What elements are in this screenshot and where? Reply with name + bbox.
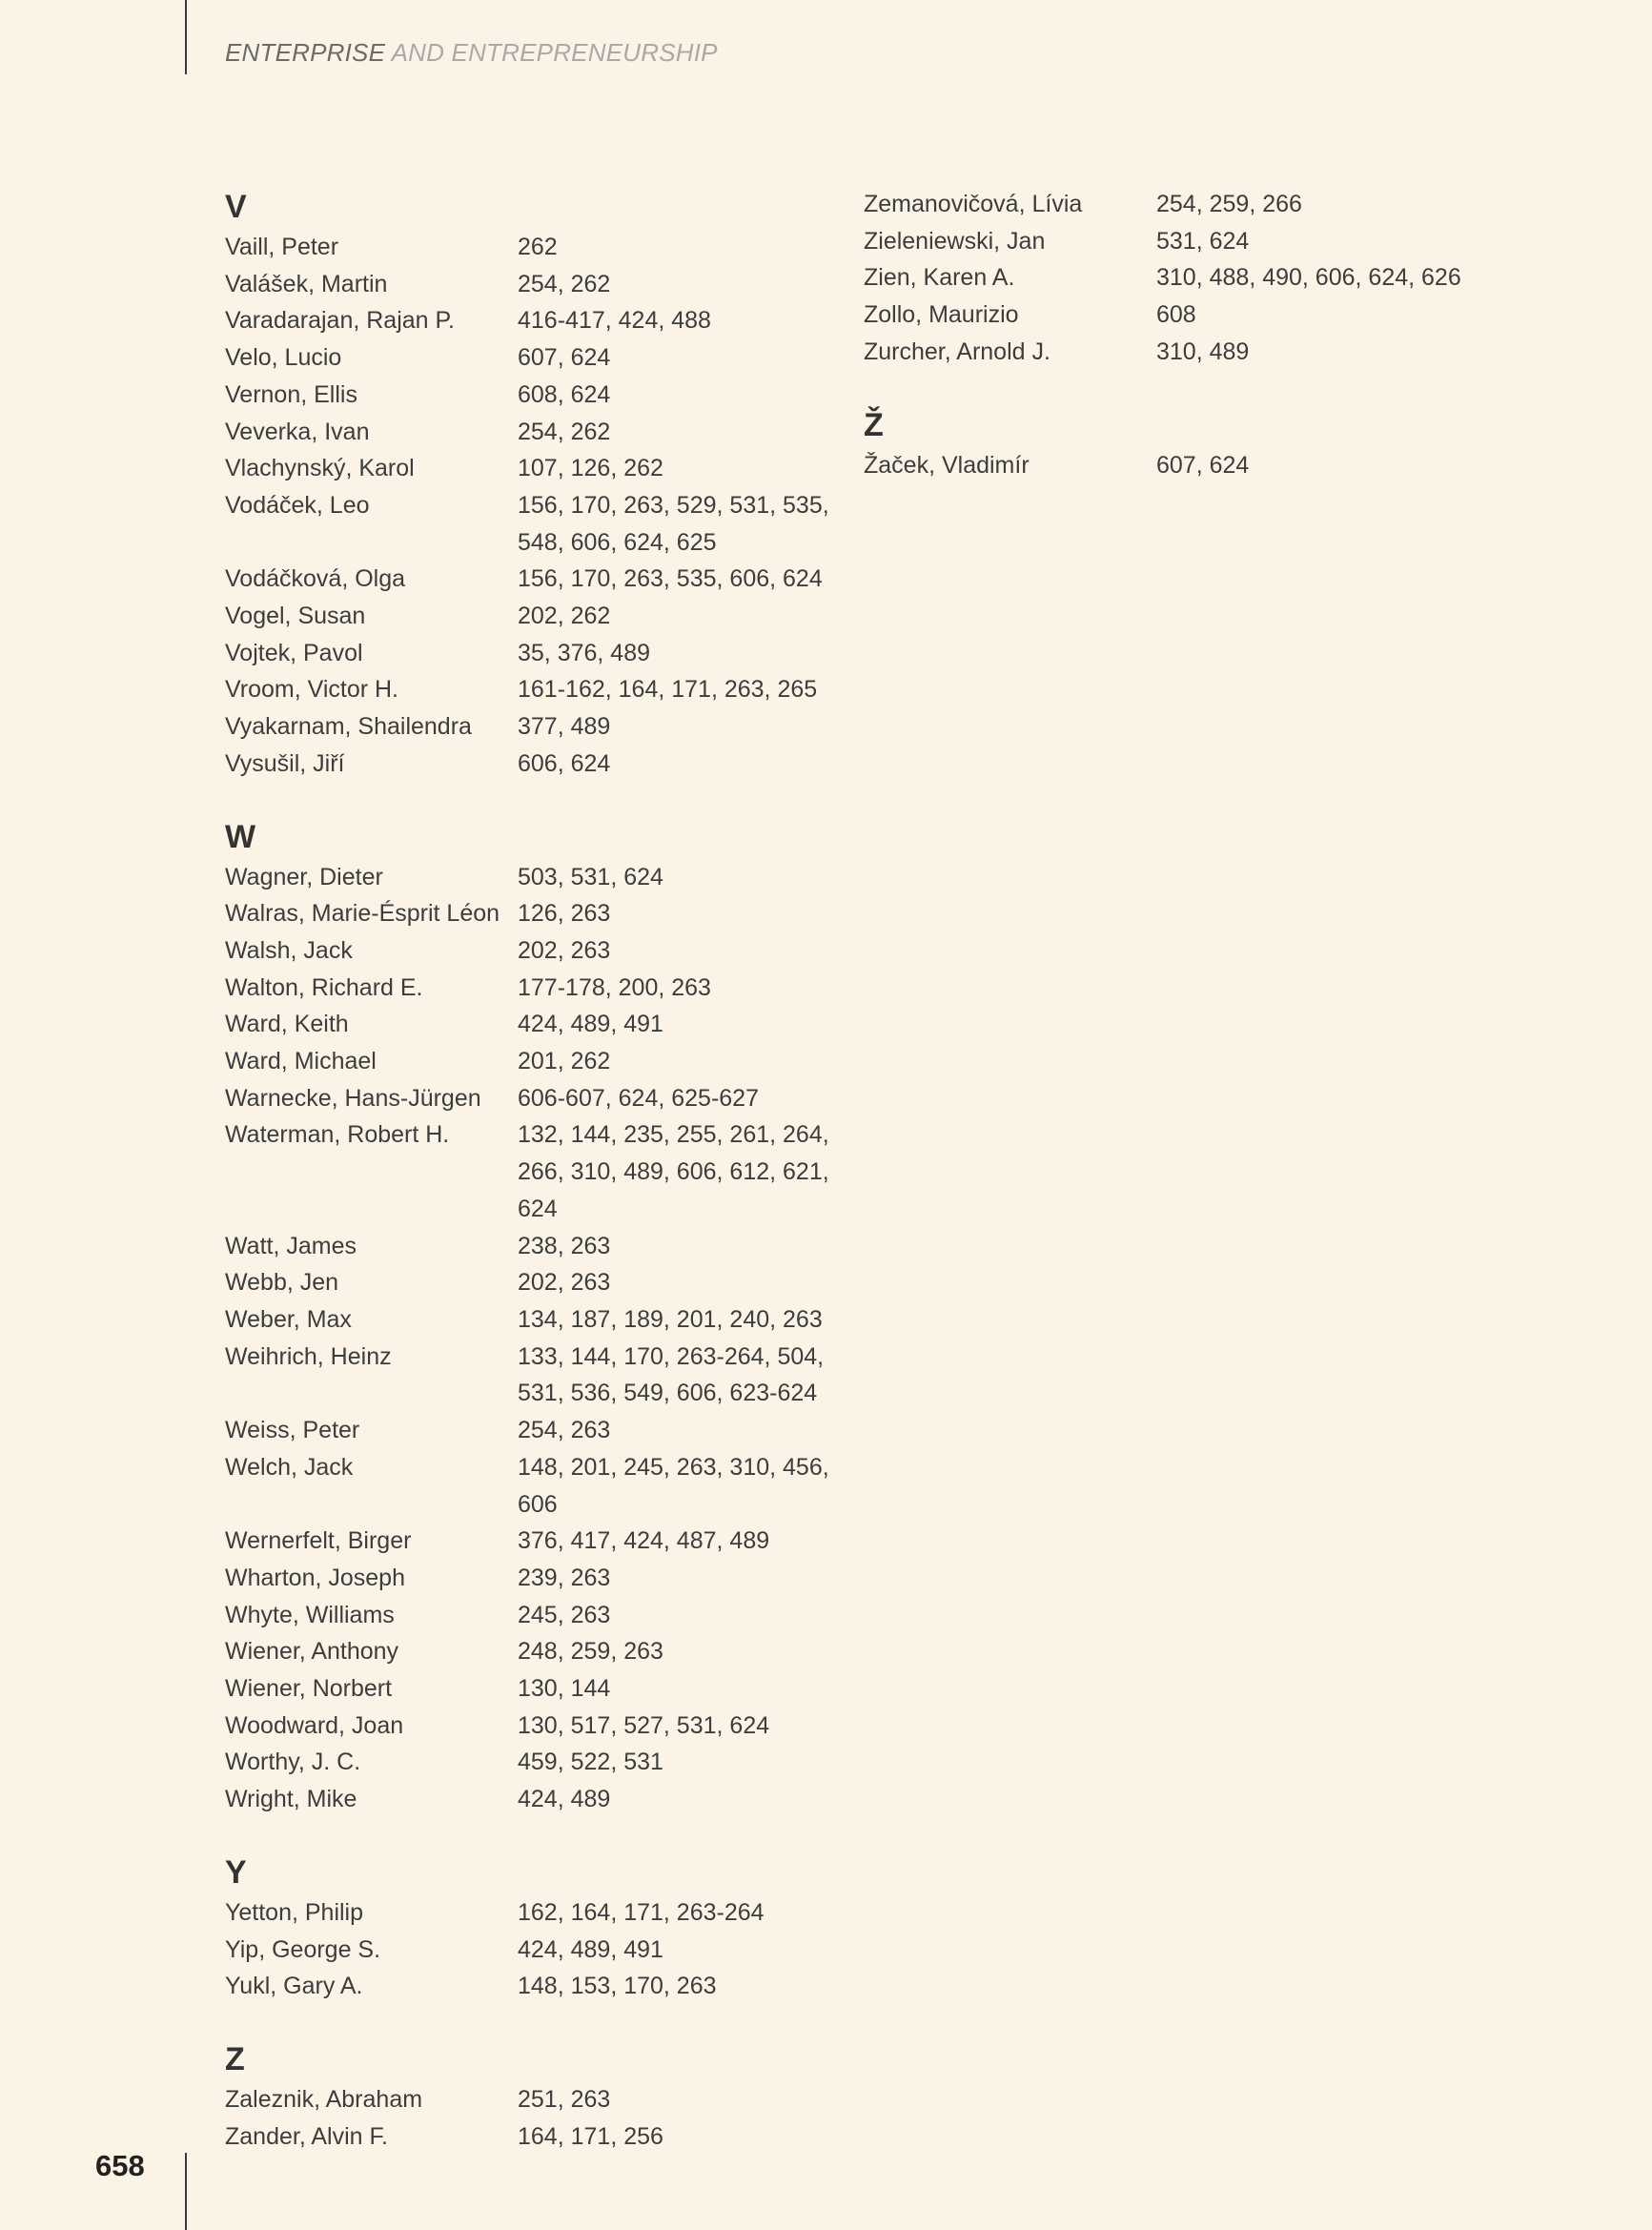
index-column-left	[225, 186, 854, 2188]
running-header	[225, 38, 718, 68]
index-entry	[864, 186, 1493, 223]
index-entry	[225, 2081, 854, 2118]
entry-pages: 459, 522, 531	[518, 1749, 663, 1776]
section-letter: V	[225, 189, 247, 225]
index-entry	[225, 1006, 854, 1043]
index-entry	[225, 1449, 854, 1523]
entry-name: Ward, Michael	[225, 1048, 377, 1075]
entry-pages: 531, 624	[1156, 227, 1250, 255]
entry-name: Veverka, Ivan	[225, 418, 370, 445]
entry-name: Vroom, Victor H.	[225, 676, 398, 704]
index-entry	[225, 302, 854, 339]
index-entry	[225, 1894, 854, 1932]
entry-name: Weihrich, Heinz	[225, 1342, 392, 1370]
entry-pages: 148, 201, 245, 263, 310, 456, 606	[518, 1453, 829, 1518]
entry-pages: 608	[1156, 301, 1196, 329]
index-entry	[225, 377, 854, 414]
entry-name: Webb, Jen	[225, 1269, 339, 1297]
entry-name: Zander, Alvin F.	[225, 2122, 388, 2150]
index-section	[864, 186, 1493, 371]
entry-name: Walras, Marie-Ésprit Léon	[225, 900, 500, 928]
index-entry	[225, 1116, 854, 1227]
entry-name: Wiener, Anthony	[225, 1638, 399, 1666]
index-entry	[225, 414, 854, 451]
index-entry	[225, 1228, 854, 1265]
entry-pages: 608, 624	[518, 380, 611, 408]
index-entry	[864, 297, 1493, 334]
entry-pages: 424, 489, 491	[518, 1935, 663, 1963]
index-entry	[225, 1523, 854, 1560]
entry-pages: 377, 489	[518, 713, 611, 741]
section-letter: W	[225, 818, 256, 855]
entry-name: Woodward, Joan	[225, 1711, 404, 1739]
entry-pages: 134, 187, 189, 201, 240, 263	[518, 1305, 823, 1333]
index-entry	[225, 1968, 854, 2005]
entry-name: Zemanovičová, Lívia	[864, 191, 1083, 217]
index-entry	[225, 859, 854, 896]
entry-pages: 245, 263	[518, 1601, 611, 1628]
entry-pages: 424, 489, 491	[518, 1011, 663, 1038]
index-entry	[864, 223, 1493, 260]
entry-name: Yip, George S.	[225, 1935, 381, 1963]
entry-name: Vysušil, Jiří	[225, 749, 345, 777]
entry-name: Velo, Lucio	[225, 344, 342, 372]
entry-name: Wiener, Norbert	[225, 1675, 393, 1703]
entry-name: Warnecke, Hans-Jürgen	[225, 1084, 481, 1112]
index-entry	[225, 1708, 854, 1745]
index-section	[225, 2038, 854, 2155]
index-entry	[225, 1932, 854, 1969]
entry-name: Wharton, Joseph	[225, 1564, 405, 1591]
index-entry	[225, 1560, 854, 1597]
header-rule	[185, 0, 187, 74]
entry-pages: 606, 624	[518, 749, 611, 777]
index-section	[225, 186, 854, 783]
index-section	[864, 404, 1493, 484]
entry-name: Zollo, Maurizio	[864, 301, 1019, 329]
entry-pages: 262	[518, 234, 558, 260]
entry-pages: 607, 624	[1156, 451, 1250, 479]
entry-pages: 238, 263	[518, 1232, 611, 1259]
entry-pages: 202, 263	[518, 936, 611, 964]
entry-pages: 376, 417, 424, 487, 489	[518, 1527, 770, 1555]
entry-pages: 35, 376, 489	[518, 639, 651, 666]
entry-pages: 424, 489	[518, 1786, 611, 1813]
section-letter: Y	[225, 1853, 247, 1891]
page-number: 658	[95, 2149, 145, 2182]
entry-pages: 254, 259, 266	[1156, 191, 1302, 217]
index-entry	[225, 1781, 854, 1818]
entry-pages: 607, 624	[518, 344, 611, 372]
index-entry	[225, 1080, 854, 1117]
entry-pages: 156, 170, 263, 535, 606, 624	[518, 565, 823, 593]
index-entry	[225, 266, 854, 303]
index-entry	[225, 932, 854, 970]
entry-pages: 239, 263	[518, 1564, 611, 1591]
entry-name: Zurcher, Arnold J.	[864, 338, 1050, 365]
entry-pages: 156, 170, 263, 529, 531, 535, 548, 606, 624, 625	[518, 491, 829, 556]
entry-pages: 161-162, 164, 171, 263, 265	[518, 676, 818, 704]
header-title-part1: ENTERPRISE	[225, 38, 386, 67]
index-entry	[225, 598, 854, 635]
index-entry	[225, 1339, 854, 1412]
entry-name: Zieleniewski, Jan	[864, 227, 1046, 255]
entry-name: Vlachynský, Karol	[225, 455, 415, 482]
index-entry	[225, 1264, 854, 1301]
entry-name: Žaček, Vladimír	[864, 451, 1030, 479]
entry-pages: 503, 531, 624	[518, 863, 663, 890]
entry-pages: 162, 164, 171, 263-264	[518, 1898, 765, 1926]
index-entry	[225, 1597, 854, 1634]
entry-pages: 310, 488, 490, 606, 624, 626	[1156, 264, 1461, 292]
index-entry	[225, 635, 854, 672]
entry-name: Walton, Richard E.	[225, 973, 423, 1001]
entry-pages: 133, 144, 170, 263-264, 504, 531, 536, 549, 606, 623-624	[518, 1342, 825, 1407]
footer-rule	[185, 2153, 187, 2230]
section-letter: Z	[225, 2040, 245, 2077]
entry-name: Wagner, Dieter	[225, 863, 383, 890]
index-entry	[225, 561, 854, 598]
entry-pages: 132, 144, 235, 255, 261, 264, 266, 310, 489, 606, 612, 621, 624	[518, 1121, 829, 1222]
entry-pages: 126, 263	[518, 900, 611, 928]
entry-pages: 248, 259, 263	[518, 1638, 663, 1666]
entry-pages: 254, 262	[518, 270, 611, 297]
entry-pages: 130, 144	[518, 1675, 611, 1703]
index-entry	[225, 339, 854, 377]
section-letter: Ž	[864, 406, 884, 443]
index-entry	[864, 447, 1493, 484]
entry-pages: 251, 263	[518, 2085, 611, 2113]
entry-name: Varadarajan, Rajan P.	[225, 307, 455, 335]
entry-name: Worthy, J. C.	[225, 1749, 361, 1776]
entry-pages: 177-178, 200, 263	[518, 973, 711, 1001]
entry-name: Walsh, Jack	[225, 936, 353, 964]
entry-pages: 202, 262	[518, 603, 611, 630]
index-entry	[225, 1633, 854, 1670]
entry-pages: 164, 171, 256	[518, 2122, 663, 2150]
index-entry	[225, 746, 854, 783]
entry-name: Wernerfelt, Birger	[225, 1527, 412, 1555]
entry-name: Vogel, Susan	[225, 603, 366, 630]
entry-pages: 130, 517, 527, 531, 624	[518, 1711, 770, 1739]
index-entry	[225, 1301, 854, 1339]
entry-pages: 606-607, 624, 625-627	[518, 1084, 759, 1112]
entry-pages: 202, 263	[518, 1269, 611, 1297]
entry-name: Welch, Jack	[225, 1453, 354, 1481]
entry-pages: 310, 489	[1156, 338, 1250, 365]
entry-pages: 254, 263	[518, 1417, 611, 1444]
index-section	[225, 816, 854, 1818]
header-title-part2: AND ENTREPRENEURSHIP	[391, 38, 718, 67]
entry-name: Vodáčková, Olga	[225, 565, 406, 593]
entry-name: Vaill, Peter	[225, 234, 339, 260]
entry-name: Whyte, Williams	[225, 1601, 395, 1628]
index-entry	[864, 334, 1493, 371]
index-entry	[225, 450, 854, 487]
entry-name: Vyakarnam, Shailendra	[225, 713, 472, 741]
index-entry	[225, 1043, 854, 1080]
entry-name: Weber, Max	[225, 1305, 352, 1333]
index-entry	[225, 708, 854, 746]
index-entry	[225, 1412, 854, 1449]
index-entry	[225, 2118, 854, 2156]
index-entry	[225, 895, 854, 932]
index-section	[225, 1852, 854, 2005]
entry-name: Vojtek, Pavol	[225, 639, 363, 666]
entry-pages: 148, 153, 170, 263	[518, 1973, 717, 2000]
entry-pages: 416-417, 424, 488	[518, 307, 711, 335]
index-entry	[225, 487, 854, 561]
entry-name: Wright, Mike	[225, 1786, 357, 1813]
entry-name: Weiss, Peter	[225, 1417, 360, 1444]
entry-name: Ward, Keith	[225, 1011, 349, 1038]
entry-name: Waterman, Robert H.	[225, 1121, 450, 1149]
entry-name: Vodáček, Leo	[225, 491, 370, 519]
index-entry	[225, 671, 854, 708]
index-entry	[864, 259, 1493, 297]
entry-pages: 107, 126, 262	[518, 455, 663, 482]
entry-pages: 254, 262	[518, 418, 611, 445]
index-entry	[225, 1670, 854, 1708]
index-column-right	[864, 186, 1493, 517]
index-entry	[225, 1744, 854, 1781]
entry-name: Yukl, Gary A.	[225, 1973, 363, 2000]
entry-name: Yetton, Philip	[225, 1898, 364, 1926]
index-entry	[225, 970, 854, 1007]
entry-pages: 201, 262	[518, 1048, 611, 1075]
entry-name: Valášek, Martin	[225, 270, 388, 297]
entry-name: Zien, Karen A.	[864, 264, 1015, 292]
entry-name: Vernon, Ellis	[225, 380, 357, 408]
index-entry	[225, 229, 854, 266]
entry-name: Watt, James	[225, 1232, 357, 1259]
entry-name: Zaleznik, Abraham	[225, 2085, 423, 2113]
